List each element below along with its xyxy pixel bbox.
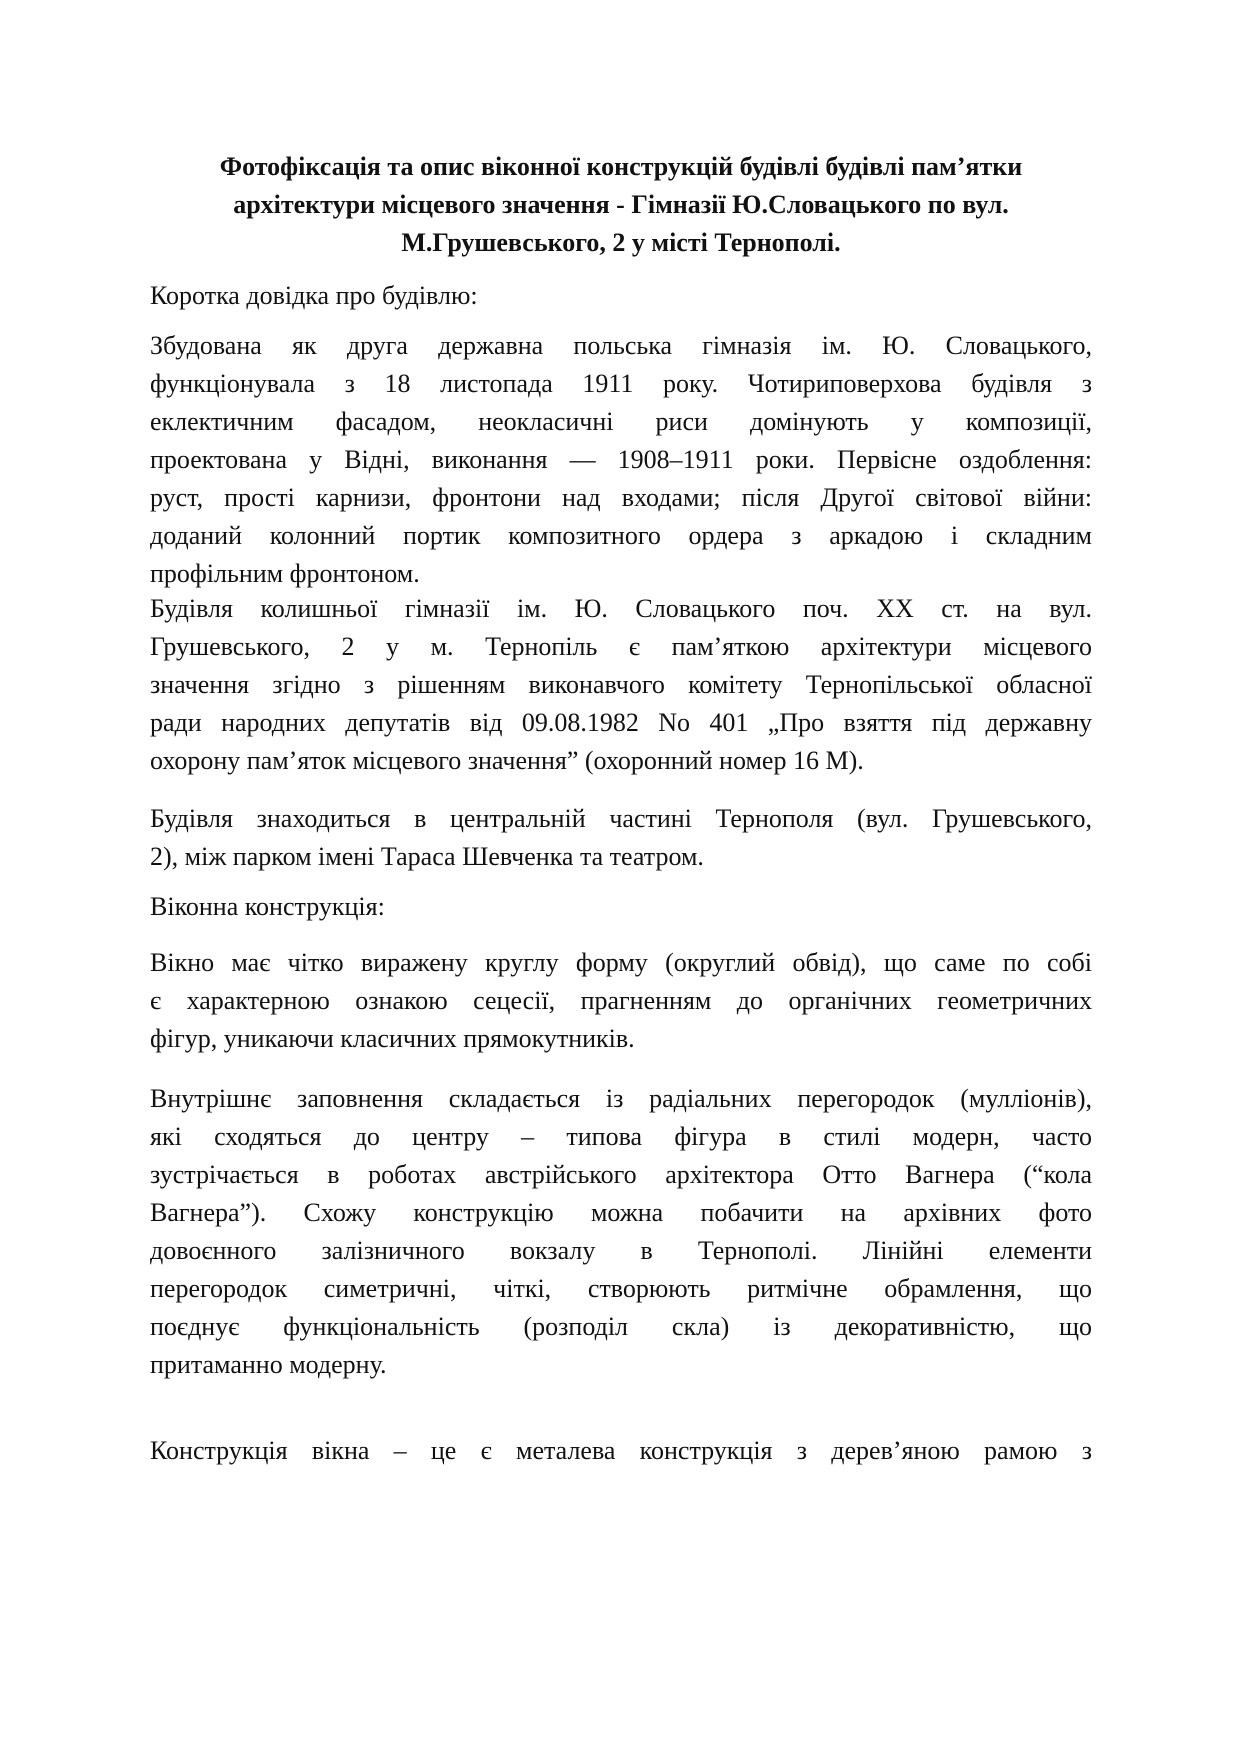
text-line: є характерною ознакою сецесії, прагненням до органічних геометричних: [150, 986, 1092, 1015]
paragraph-window-construction: [150, 1432, 1092, 1470]
text-line: Збудована як друга державна польська гімназія ім. Ю. Словацького,: [150, 331, 1092, 360]
paragraph-window-interior: [150, 1080, 1092, 1384]
text-line: Будівля знаходиться в центральній частині Тернополя (вул. Грушевського,: [150, 804, 1092, 833]
paragraph-location: [150, 800, 1092, 876]
text-line: Грушевського, 2 у м. Тернопіль є пам’яткою архітектури місцевого: [150, 632, 1092, 661]
text-line: поєднує функціональність (розподіл скла) із декоративністю, що: [150, 1312, 1092, 1341]
text-line: Вагнера”). Схожу конструкцію можна побачити на архівних фото: [150, 1198, 1092, 1227]
title-line: М.Грушевського, 2 у місті Тернополі.: [401, 228, 841, 257]
paragraph-status: [150, 590, 1092, 780]
text-line: функціонувала з 18 листопада 1911 року. Чотириповерхова будівля з: [150, 369, 1092, 398]
text-line: 2), між парком імені Тараса Шевченка та театром.: [150, 842, 704, 871]
paragraph-history: [150, 327, 1092, 593]
text-line: Конструкція вікна – це є металева конструкція з дерев’яною рамою з: [150, 1436, 1092, 1465]
document-title: [150, 148, 1092, 262]
paragraph-window-shape: [150, 944, 1092, 1058]
text-line: Будівля колишньої гімназії ім. Ю. Словацького поч. XX ст. на вул.: [150, 594, 1092, 623]
heading-window: Віконна конструкція:: [150, 892, 385, 921]
text-line: ради народних депутатів від 09.08.1982 No 401 „Про взяття під державну: [150, 708, 1092, 737]
text-line: Вікно має чітко виражену круглу форму (округлий обвід), що саме по собі: [150, 948, 1092, 977]
text-line: притаманно модерну.: [150, 1350, 387, 1379]
text-line: Внутрішнє заповнення складається із радіальних перегородок (мулліонів),: [150, 1084, 1092, 1113]
text-line: проектована у Відні, виконання — 1908–1911 роки. Первісне оздоблення:: [150, 445, 1092, 474]
text-line: профільним фронтоном.: [150, 559, 420, 588]
text-line: довоєнного залізничного вокзалу в Тернополі. Лінійні елементи: [150, 1236, 1092, 1265]
text-line: охорону пам’яток місцевого значення” (охоронний номер 16 М).: [150, 746, 864, 775]
text-line: перегородок симетричні, чіткі, створюють ритмічне обрамлення, що: [150, 1274, 1092, 1303]
text-line: фігур, уникаючи класичних прямокутників.: [150, 1024, 635, 1053]
text-line: руст, прості карнизи, фронтони над входами; після Другої світової війни:: [150, 483, 1092, 512]
text-line: еклектичним фасадом, неокласичні риси домінують у композиції,: [150, 407, 1092, 436]
title-line: Фотофіксація та опис віконної конструкцій будівлі будівлі пам’ятки: [219, 152, 1023, 181]
text-line: зустрічається в роботах австрійського архітектора Отто Вагнера (“кола: [150, 1160, 1092, 1189]
title-line: архітектури місцевого значення - Гімназії Ю.Словацького по вул.: [233, 190, 1009, 219]
text-line: доданий колонний портик композитного ордера з аркадою і складним: [150, 521, 1092, 550]
text-line: значення згідно з рішенням виконавчого комітету Тернопільської обласної: [150, 670, 1092, 699]
heading-brief: Коротка довідка про будівлю:: [150, 281, 478, 310]
text-line: які сходяться до центру – типова фігура в стилі модерн, часто: [150, 1122, 1092, 1151]
